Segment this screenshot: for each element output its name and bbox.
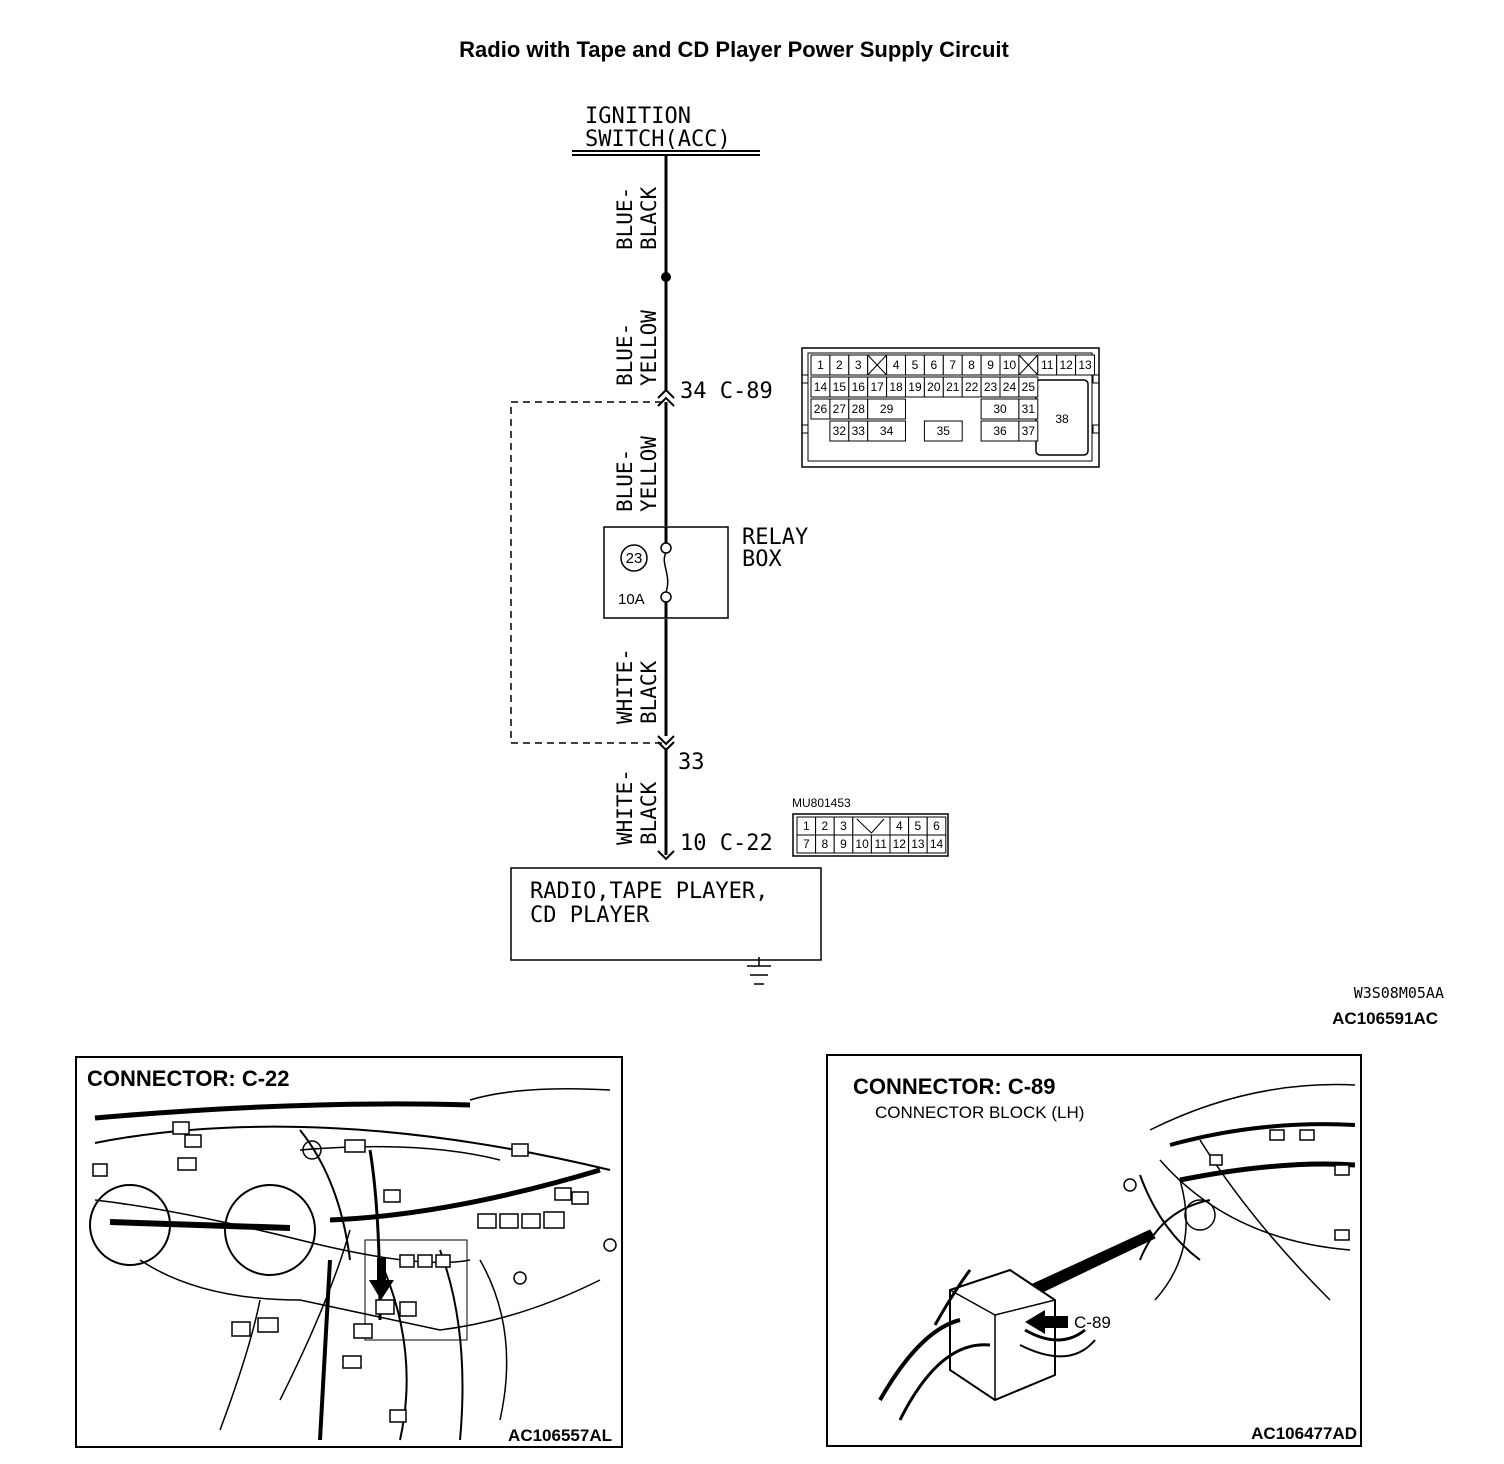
figure-code: AC106591AC — [1332, 1009, 1438, 1028]
c89-pin-label: 19 — [908, 380, 922, 394]
c89-pin-label: 31 — [1021, 402, 1036, 416]
c89-pin-label: 12 — [1059, 358, 1073, 372]
relay-box — [604, 527, 728, 618]
c89-pin-label: 30 — [993, 402, 1007, 416]
c89-pin-label: 34 — [879, 424, 894, 438]
c89-pin-label: 6 — [930, 358, 938, 372]
c22-pin-label: 4 — [895, 819, 903, 833]
c89-pin-label: 5 — [911, 358, 919, 372]
panel-connector-c89 — [827, 1055, 1361, 1446]
c22-pin-label: 11 — [874, 837, 887, 851]
c89-pin-label: 3 — [854, 358, 862, 372]
c89-pin-label: 33 — [851, 424, 865, 438]
c89-pin-label: 25 — [1021, 380, 1036, 394]
c22-pin-label: 3 — [840, 819, 847, 833]
c22-pin-label: 10 C-22 — [680, 831, 773, 856]
c22-pin-label: 12 — [892, 837, 906, 851]
c89-pin-label: 29 — [879, 402, 894, 416]
c89-pin-label: 7 — [949, 358, 957, 372]
svg-text:CONNECTOR: C-89: CONNECTOR: C-89 — [853, 1074, 1056, 1099]
c22-part-number: MU801453 — [792, 796, 851, 810]
c89-pin-label: 20 — [927, 380, 941, 394]
c89-pin-label: 23 — [983, 380, 998, 394]
svg-text:YELLOW: YELLOW — [637, 436, 661, 512]
splice-dot — [661, 272, 671, 282]
c89-pin-label: 10 — [1002, 358, 1017, 372]
c89-pin-label: 36 — [993, 424, 1007, 438]
c89-pin-label: 18 — [889, 380, 903, 394]
c89-pin-label: 15 — [832, 380, 847, 394]
c89-pin-label: 21 — [946, 380, 960, 394]
svg-text:38: 38 — [1055, 412, 1069, 426]
ground-symbol — [747, 957, 771, 984]
wire-label-white-black-upper — [613, 648, 661, 724]
c22-pin-label: 13 — [911, 837, 925, 851]
svg-text:CONNECTOR: C-22: CONNECTOR: C-22 — [87, 1066, 290, 1091]
c89-pin-label: 8 — [968, 358, 975, 372]
svg-text:BLACK: BLACK — [637, 186, 661, 250]
svg-text:CD PLAYER: CD PLAYER — [530, 903, 650, 928]
svg-text:10A: 10A — [618, 591, 645, 608]
panel-connector-c22 — [76, 1057, 622, 1447]
page-title: Radio with Tape and CD Player Power Supply Circuit — [459, 37, 1009, 62]
c89-pin-label: 11 — [1041, 358, 1054, 372]
c89-pin-label: 32 — [832, 424, 847, 438]
wire-label-blue-black — [613, 186, 661, 250]
c89-pin-label: 27 — [832, 402, 847, 416]
c89-pin-label: 16 — [851, 380, 865, 394]
c89-pin-label: 22 — [964, 380, 979, 394]
svg-text:WHITE-: WHITE- — [613, 648, 637, 724]
c22-pin-label: 6 — [933, 819, 940, 833]
c89-pin-label: 37 — [1021, 424, 1036, 438]
c22-pin-label: 9 — [840, 837, 847, 851]
svg-text:BLACK: BLACK — [637, 781, 661, 845]
wiring-code: W3S08M05AA — [1353, 984, 1444, 1002]
c22-pin-label: 5 — [914, 819, 922, 833]
c89-pin-label: 34 C-89 — [680, 379, 773, 404]
svg-text:BLUE-: BLUE- — [613, 322, 637, 386]
pin-33-label: 33 — [678, 750, 705, 775]
c89-pin-label: 24 — [1002, 380, 1017, 394]
wire-label-blue-yellow-lower — [613, 436, 661, 512]
c89-pin-label: 9 — [987, 358, 994, 372]
svg-text:BLUE-: BLUE- — [613, 448, 637, 512]
c22-pin-label: 7 — [802, 837, 810, 851]
c22-pin-label: 14 — [929, 837, 944, 851]
c89-pin-label: 28 — [851, 402, 865, 416]
c89-pin-label: 17 — [870, 380, 884, 394]
relay-box-label: RELAY — [742, 525, 809, 550]
c89-pin-label: 13 — [1078, 358, 1092, 372]
c22-pin-label: 8 — [821, 837, 829, 851]
c89-pin-label: 26 — [813, 402, 828, 416]
c22-pin-label: 1 — [802, 819, 810, 833]
svg-text:IGNITION: IGNITION — [585, 104, 691, 129]
connector-c89-face — [802, 348, 1099, 467]
svg-text:BLACK: BLACK — [637, 660, 661, 724]
svg-text:SWITCH(ACC): SWITCH(ACC) — [585, 127, 731, 152]
radio-tape-cd-player-box — [511, 868, 821, 960]
svg-text:C-89: C-89 — [1074, 1313, 1111, 1332]
relay-box-label-2: BOX — [742, 547, 782, 572]
svg-text:CONNECTOR BLOCK (LH): CONNECTOR BLOCK (LH) — [875, 1103, 1085, 1122]
c89-pin-label: 1 — [817, 358, 824, 372]
svg-text:AC106477AD: AC106477AD — [1251, 1424, 1357, 1443]
connector-c22-face — [793, 814, 948, 856]
svg-text:YELLOW: YELLOW — [637, 310, 661, 386]
ignition-switch — [572, 104, 760, 155]
c89-pin-label: 2 — [836, 358, 843, 372]
wire-label-blue-yellow-upper — [613, 310, 661, 386]
svg-text:23: 23 — [625, 550, 643, 567]
c89-pin-label: 4 — [892, 358, 900, 372]
svg-text:AC106557AL: AC106557AL — [508, 1426, 612, 1445]
c22-pin-label: 2 — [821, 819, 829, 833]
c89-pin-label: 14 — [813, 380, 828, 394]
svg-text:BLUE-: BLUE- — [613, 186, 637, 250]
c89-pin-label: 35 — [936, 424, 950, 438]
svg-text:RADIO,TAPE PLAYER,: RADIO,TAPE PLAYER, — [530, 879, 769, 904]
wire-label-white-black-lower — [613, 769, 661, 845]
svg-text:WHITE-: WHITE- — [613, 769, 637, 845]
c22-pin-label: 10 — [855, 837, 869, 851]
